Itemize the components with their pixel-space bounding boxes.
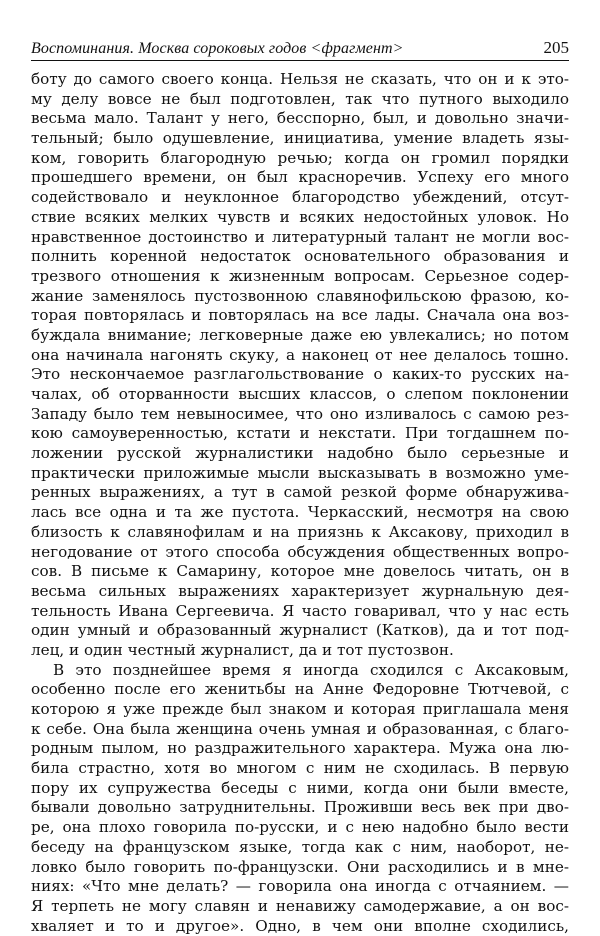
text-line: боту до самого своего конца. Нельзя не сказать, что он и к это- [31,70,569,88]
text-line: негодование от этого способа обсуждения общественных вопро- [31,542,569,561]
text-line: которою я уже прежде был знаком и которая приглашала меня [31,700,569,718]
text-line: Это нескончаемое разглагольствование о каких-то русских на- [31,365,569,384]
text-line: она начинала нагонять скуку, а наконец от нее делалось тошно. [31,345,569,364]
text-line: пору их супружества беседы с ними, когда они были вместе, [31,778,569,797]
running-header-title: Воспоминания. Москва сороковых годов <фрагмент> [31,40,404,57]
text-line: Западу было тем невыносимее, что оно изливалось с самою рез- [31,404,569,423]
text-line: лась все одна и та же пустота. Черкасский, несмотря на свою [31,503,569,522]
text-line: била страстно, хотя во многом с ним не сходилась. В первую [31,759,569,778]
text-line: тельность Ивана Сергеевича. Я часто говаривал, что у нас есть [31,601,569,620]
book-page [31,34,569,936]
text-line: сов. В письме к Самарину, которое мне довелось читать, он в [31,562,569,581]
text-line: полнить коренной недостаток основательного образования и [31,247,569,266]
text-line: бывали довольно затруднительны. Проживши весь век при дво- [31,798,569,817]
running-header [31,34,569,61]
text-line: тельный; было одушевление, инициатива, умение владеть язы- [31,129,569,148]
text-line: беседу на французском языке, тогда как с ним, наоборот, не- [31,837,569,856]
text-line: практически приложимые мысли высказывать в возможно уме- [31,463,569,482]
text-line: ниях: «Что мне делать? — говорила она иногда с отчаянием. — [31,877,569,896]
text-line: хваляет и то и другое». Одно, в чем они вполне сходились, [31,916,569,935]
page-number: 205 [543,38,569,57]
text-line: прошедшего времени, он был красноречив. Успеху его много [31,168,569,187]
text-line: весьма мало. Талант у него, бесспорно, был, и довольно значи- [31,109,569,128]
text-line: буждала внимание; легковерные даже ею увлекались; но потом [31,325,569,344]
body-text [31,70,569,936]
text-line: особенно после его женитьбы на Анне Федоровне Тютчевой, с [31,680,569,699]
text-line: торая повторялась и повторялась на все лады. Сначала она воз- [31,306,569,325]
text-line: ложении русской журналистики надобно было серьезные и [31,444,569,463]
text-line: чалах, об оторванности высших классов, о слепом поклонении [31,385,569,403]
paragraph-end-line: лец, и один честный журналист, да и тот пустозвон. [31,640,454,659]
text-line: нравственное достоинство и литературный талант не могли вос- [31,227,569,246]
text-line: ловко было говорить по-французски. Они расходились и в мне- [31,857,569,876]
text-line: один умный и образованный журналист (Катков), да и тот под- [31,621,569,640]
text-line: ре, она плохо говорила по-русски, и с нею надобно было вести [31,818,569,837]
text-line: к себе. Она была женщина очень умная и образованная, с благо- [31,719,569,738]
text-line: ствие всяких мелких чувств и всяких недостойных уловок. Но [31,207,569,226]
text-line: жание заменялось пустозвонною славянофильскою фразою, ко- [31,286,569,305]
text-line: родным пылом, но раздражительного характера. Мужа она лю- [31,739,569,758]
text-line: весьма сильных выражениях характеризует журнальную дея- [31,581,569,600]
text-line: содействовало и неуклонное благородство убеждений, отсут- [31,188,569,207]
text-line: му делу вовсе не был подготовлен, так что путного выходило [31,89,569,108]
text-line: ренных выражениях, а тут в самой резкой форме обнаружива- [31,483,569,502]
text-line: кою самоуверенностью, кстати и некстати. При тогдашнем по- [31,424,569,443]
paragraph-start-line: В это позднейшее время я иногда сходился с Аксаковым, [53,660,569,679]
text-line: трезвого отношения к жизненным вопросам. Серьезное содер- [31,266,569,285]
text-line: близость к славянофилам и на приязнь к Аксакову, приходил в [31,522,569,541]
text-line: Я терпеть не могу славян и ненавижу самодержавие, а он вос- [31,896,569,915]
text-line: ком, говорить благородную речью; когда он громил порядки [31,148,569,167]
